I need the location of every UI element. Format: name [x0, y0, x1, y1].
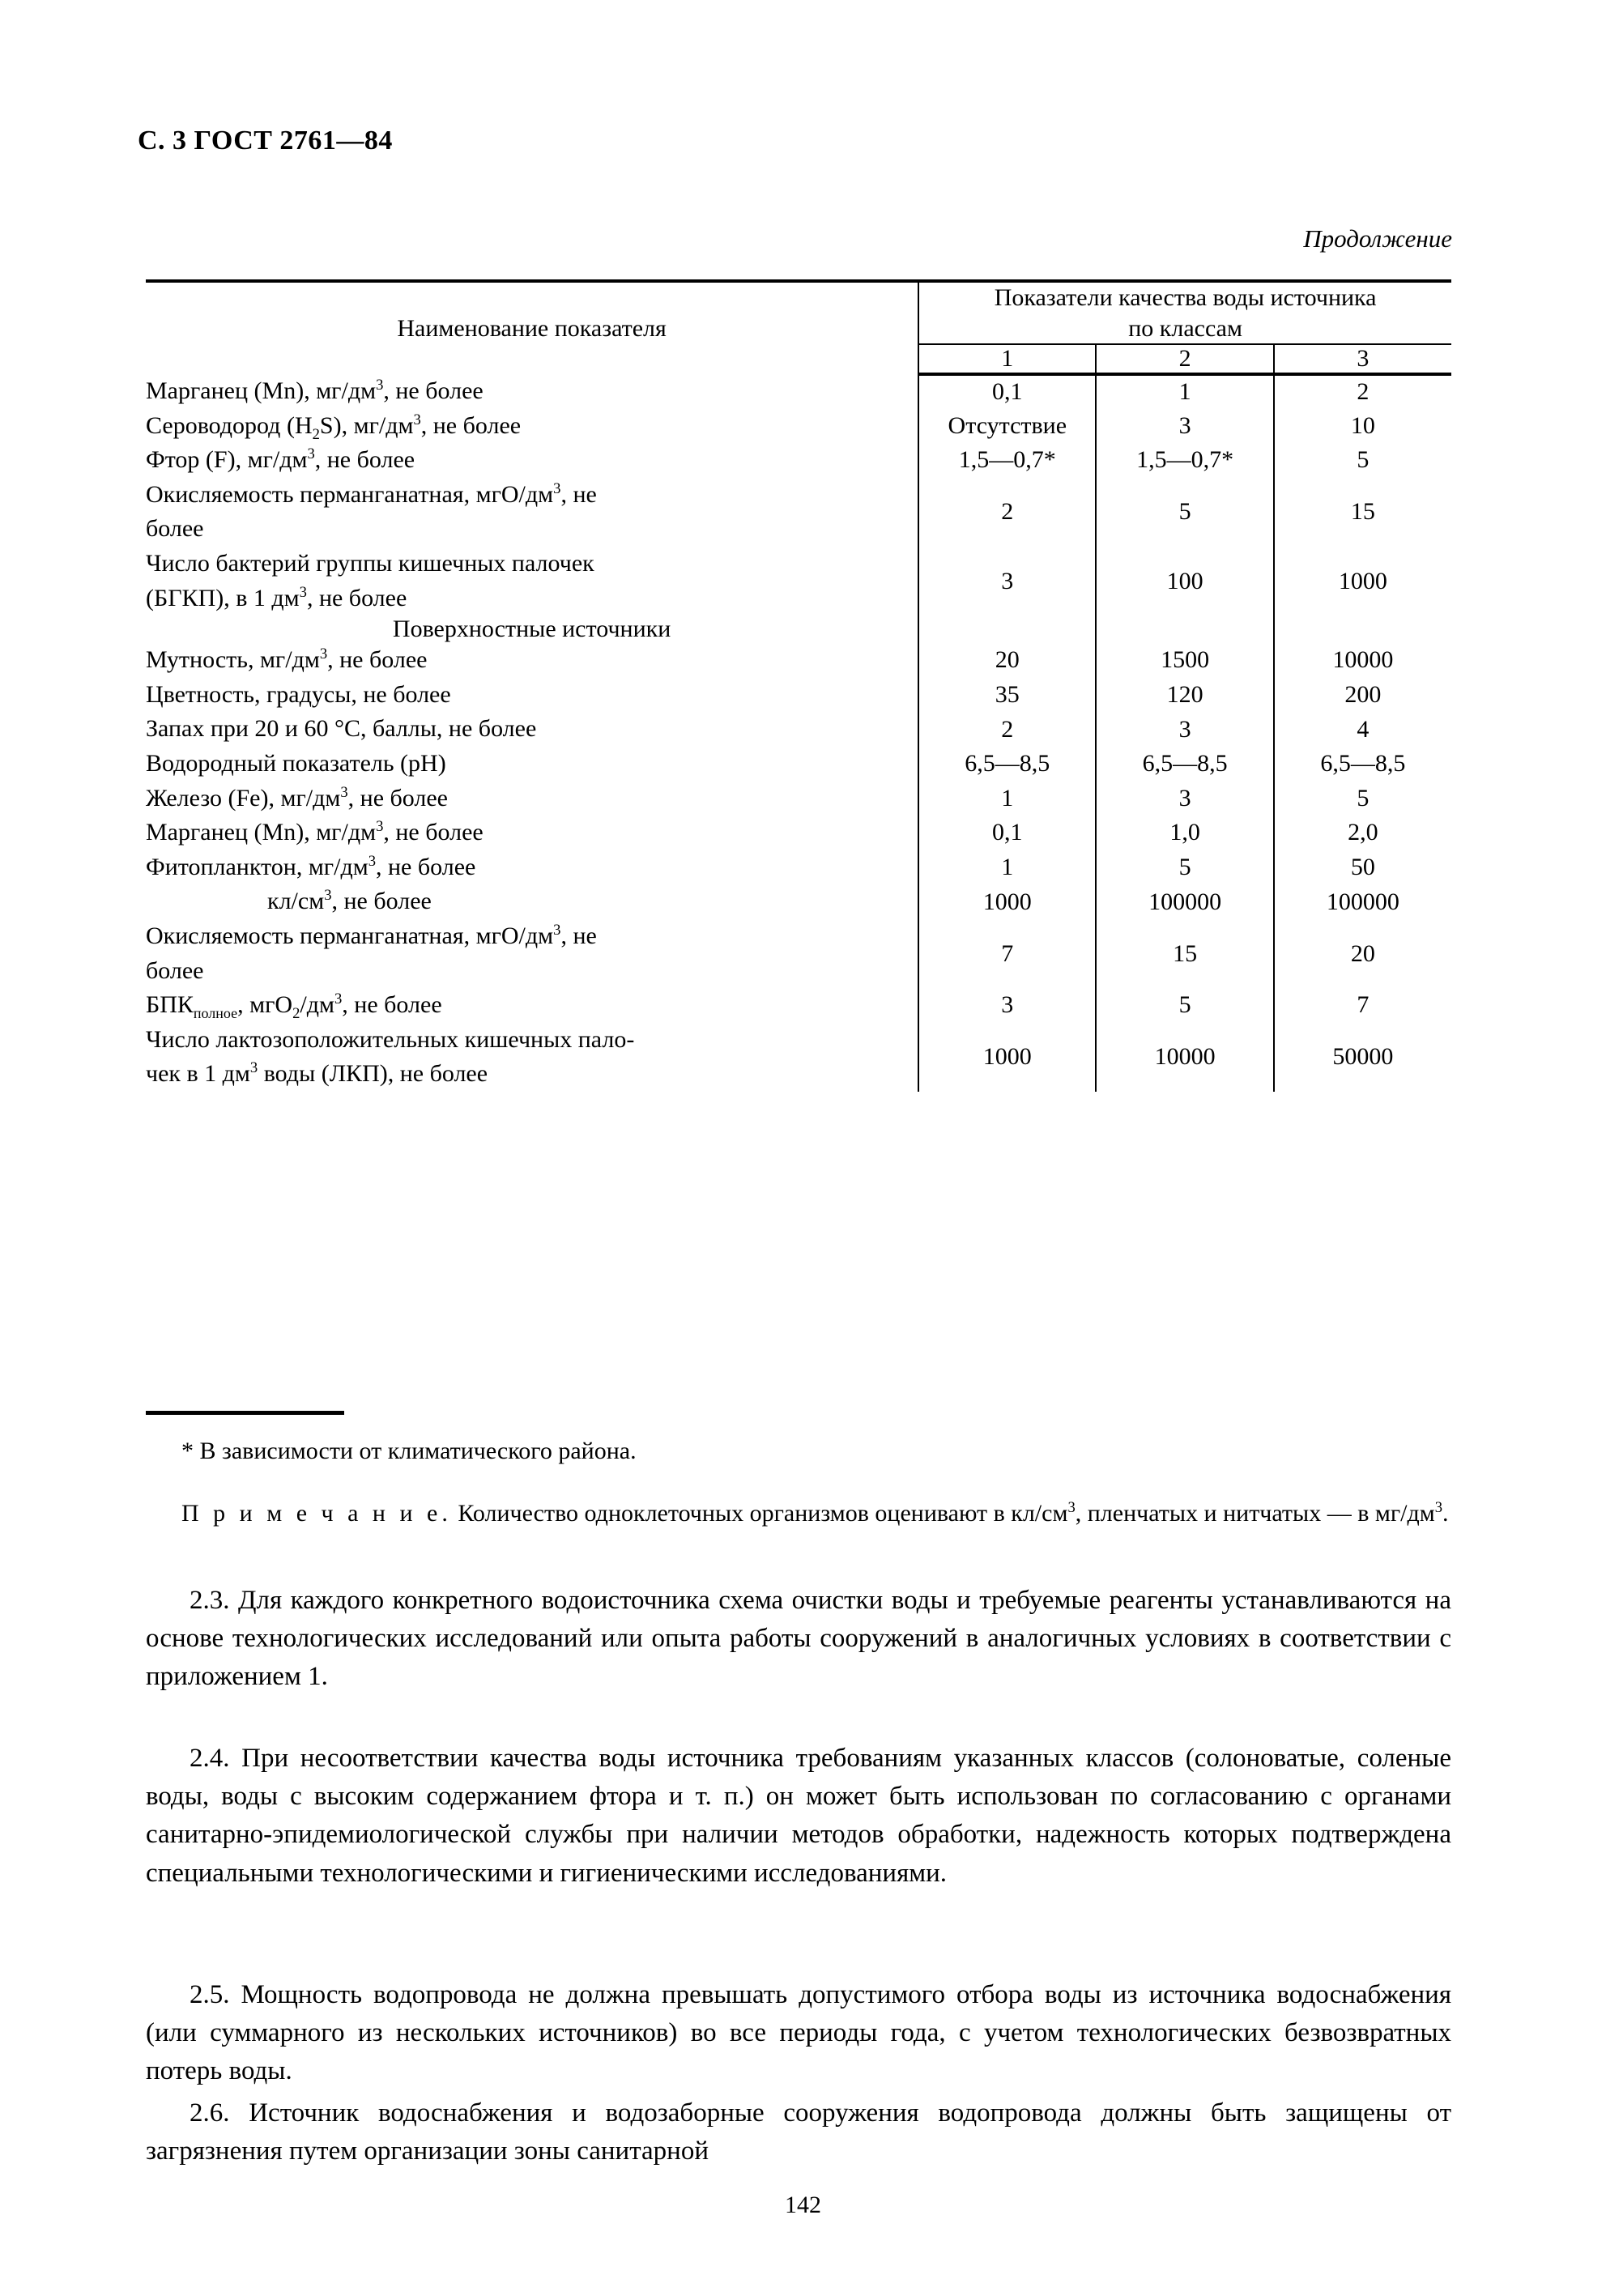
paragraph-2-6-text: 2.6. Источник водоснабжения и водозаборные сооружения водопровода должны быть защищены от загрязнения путем организации зоны санитарной: [146, 2098, 1451, 2166]
table-cell-class-1-value: 0,1: [918, 374, 1096, 409]
table-cell-class-3-value: 50000: [1274, 1023, 1451, 1092]
table-cell-indicator-name: Мутность, $мг/дм^3$, не более: [146, 645, 428, 674]
table-cell-class-3-value: 5: [1274, 443, 1451, 478]
table-cell-class-2-value: 6,5—8,5: [1096, 747, 1273, 782]
header-group-line-1: Показатели качества воды источника: [994, 284, 1377, 311]
header-cell-indicator-name: Наименование показателя: [146, 281, 918, 374]
table-continuation-label: Продолжение: [1303, 224, 1452, 253]
table-cell-class-1-value: 0,1: [918, 816, 1096, 850]
table-section-spacer-cell-1: [918, 616, 1096, 643]
table-row: [146, 747, 1451, 782]
paragraph-2-3: [146, 1582, 1451, 1697]
paragraph-2-4-text: 2.4. При несоответствии качества воды источника требованиям указанных классов (солоноватые, соленые воды, воды с высоким содержанием фтора и т. п.) он может быть использован по согласованию с органами санитарно-эпидемиологической службы при наличии методов обработки, надежность которых подтверждена специальными технологическими и гигиеническими исследованиями.: [146, 1744, 1451, 1888]
table-cell-indicator-name: Запах при 20 и 60 °С, баллы, не более: [146, 715, 537, 743]
table-cell-class-3-value: 5: [1274, 782, 1451, 816]
table-section-heading: Поверхностные источники: [392, 616, 671, 643]
table-cell-class-3-value: 20: [1274, 919, 1451, 988]
table-cell-class-3-value: 50: [1274, 850, 1451, 885]
table-cell-class-1-value: 1: [918, 850, 1096, 885]
note-text: Количество одноклеточных организмов оценивают в $кл/см^3$, пленчатых и нитчатых — в $мг/дм^3$.: [451, 1499, 1449, 1527]
table-cell-indicator-name: Железо (Fe), $мг/дм^3$, не более: [146, 783, 448, 811]
table-row: [146, 816, 1451, 850]
table-cell-class-3-value: 200: [1274, 678, 1451, 713]
table-row: [146, 782, 1451, 816]
table-cell-class-1-value: 20: [918, 643, 1096, 678]
table-cell-class-1-value: 3: [918, 988, 1096, 1023]
table-cell-indicator-name: Число бактерий группы кишечных палочек (БГКП), в 1 $дм^3$, не более: [146, 549, 594, 611]
table-cell-class-1-value: 1000: [918, 1023, 1096, 1092]
table-cell-class-3-value: 2,0: [1274, 816, 1451, 850]
table-cell-class-1-value: 3: [918, 547, 1096, 616]
table-row: [146, 988, 1451, 1023]
table-section-spacer-cell-3: [1274, 616, 1451, 643]
table-cell-class-2-value: 100000: [1096, 884, 1273, 919]
table-cell-indicator-name: Марганец (Mn), $мг/дм^3$, не более: [146, 818, 484, 846]
table-cell-indicator-name: Окисляемость перманганатная, мгО/$дм^3$, не более: [146, 921, 597, 984]
table-cell-indicator-name: Цветность, градусы, не более: [146, 680, 451, 708]
table-cell-indicator-name: $БПК_{полное}$, $мгО_2/дм^3$, не более: [146, 990, 442, 1023]
paragraph-2-5: [146, 1976, 1451, 2091]
table-row: [146, 678, 1451, 713]
table-cell-class-1-value: 7: [918, 919, 1096, 988]
table-cell-class-2-value: 1,5—0,7*: [1096, 443, 1273, 478]
footnote-block: [146, 1438, 1451, 1465]
table-cell-class-2-value: 120: [1096, 678, 1273, 713]
header-cell-class-2: 2: [1096, 344, 1273, 374]
table-row: [146, 919, 1451, 988]
table-cell-class-3-value: 2: [1274, 374, 1451, 409]
table-row: [146, 478, 1451, 547]
water-quality-table-wrapper: [146, 279, 1451, 1092]
table-cell-indicator-name: Фитопланктон, $мг/дм^3$, не более: [146, 852, 476, 880]
table-cell-indicator-name: Водородный показатель (pH): [146, 749, 446, 777]
table-cell-class-2-value: 3: [1096, 782, 1273, 816]
table-cell-class-1-value: 2: [918, 478, 1096, 547]
table-row: [146, 547, 1451, 616]
footnote-separator-rule: [146, 1411, 344, 1415]
table-cell-indicator-name: Число лактозоположительных кишечных пало- чек в 1 $дм^3$ воды (ЛКП), не более: [146, 1025, 635, 1088]
table-section-spacer-cell-2: [1096, 616, 1273, 643]
table-row: [146, 712, 1451, 747]
table-body: [146, 374, 1451, 1092]
table-header-row-top: [146, 281, 1451, 344]
table-head: [146, 281, 1451, 374]
table-cell-indicator-name: Фтор (F), $мг/дм^3$, не более: [146, 445, 415, 474]
table-cell-class-2-value: 100: [1096, 547, 1273, 616]
table-cell-class-2-value: 1500: [1096, 643, 1273, 678]
table-cell-class-3-value: 10: [1274, 409, 1451, 444]
table-cell-class-2-value: 3: [1096, 712, 1273, 747]
table-cell-indicator-name: Марганец (Mn), $мг/дм^3$, не более: [146, 377, 484, 404]
running-head: С. 3 ГОСТ 2761—84: [138, 126, 393, 155]
table-cell-class-3-value: 10000: [1274, 643, 1451, 678]
table-cell-class-3-value: 1000: [1274, 547, 1451, 616]
table-cell-class-2-value: 5: [1096, 988, 1273, 1023]
table-cell-class-2-value: 5: [1096, 478, 1273, 547]
table-cell-indicator-name: Окисляемость перманганатная, мгО/$дм^3$, не более: [146, 479, 597, 543]
footnote-text: * В зависимости от климатического района.: [181, 1438, 637, 1464]
note-block: [146, 1497, 1451, 1530]
table-row: [146, 643, 1451, 678]
table-cell-class-1-value: 35: [918, 678, 1096, 713]
table-cell-class-1-value: Отсутствие: [918, 409, 1096, 444]
table-cell-class-3-value: 15: [1274, 478, 1451, 547]
table-cell-class-2-value: 1: [1096, 374, 1273, 409]
paragraph-2-5-text: 2.5. Мощность водопровода не должна превышать допустимого отбора воды из источника водоснабжения (или суммарного из нескольких источников) во все периоды года, с учетом технологических безвозвратных потерь воды.: [146, 1980, 1451, 2086]
table-row: [146, 850, 1451, 885]
page-number: 142: [785, 2192, 821, 2218]
table-row: [146, 374, 1451, 409]
table-cell-class-1-value: 2: [918, 712, 1096, 747]
table-cell-class-3-value: 4: [1274, 712, 1451, 747]
header-group-line-2: по классам: [1128, 314, 1242, 342]
table-cell-class-2-value: 15: [1096, 919, 1273, 988]
table-cell-class-3-value: 6,5—8,5: [1274, 747, 1451, 782]
table-row: [146, 409, 1451, 444]
table-cell-class-1-value: 1: [918, 782, 1096, 816]
table-cell-class-2-value: 1,0: [1096, 816, 1273, 850]
header-cell-class-1: 1: [918, 344, 1096, 374]
paragraph-2-6: [146, 2094, 1451, 2170]
table-cell-class-1-value: 1000: [918, 884, 1096, 919]
paragraph-2-3-text: 2.3. Для каждого конкретного водоисточника схема очистки воды и требуемые реагенты устанавливаются на основе технологических исследований или опыта работы сооружений в аналогичных условиях в соответствии с приложением 1.: [146, 1586, 1451, 1692]
table-cell-class-3-value: 100000: [1274, 884, 1451, 919]
paragraph-2-4: [146, 1740, 1451, 1893]
table-row: [146, 1023, 1451, 1092]
table-cell-class-1-value: 1,5—0,7*: [918, 443, 1096, 478]
water-quality-table: [146, 279, 1451, 1092]
table-cell-class-1-value: 6,5—8,5: [918, 747, 1096, 782]
table-cell-indicator-name: Сероводород $(H_2S)$, $мг/дм^3$, не более: [146, 411, 522, 443]
header-cell-class-3: 3: [1274, 344, 1451, 374]
table-cell-class-2-value: 5: [1096, 850, 1273, 885]
table-cell-indicator-name: $кл/см^3$, не более: [267, 887, 432, 915]
header-cell-quality-group: [918, 281, 1451, 344]
table-cell-class-2-value: 10000: [1096, 1023, 1273, 1092]
table-cell-class-3-value: 7: [1274, 988, 1451, 1023]
table-cell-class-2-value: 3: [1096, 409, 1273, 444]
note-label: П р и м е ч а н и е.: [181, 1500, 452, 1527]
table-row: [146, 884, 1451, 919]
table-section-heading-row: [146, 616, 1451, 643]
table-row: [146, 443, 1451, 478]
